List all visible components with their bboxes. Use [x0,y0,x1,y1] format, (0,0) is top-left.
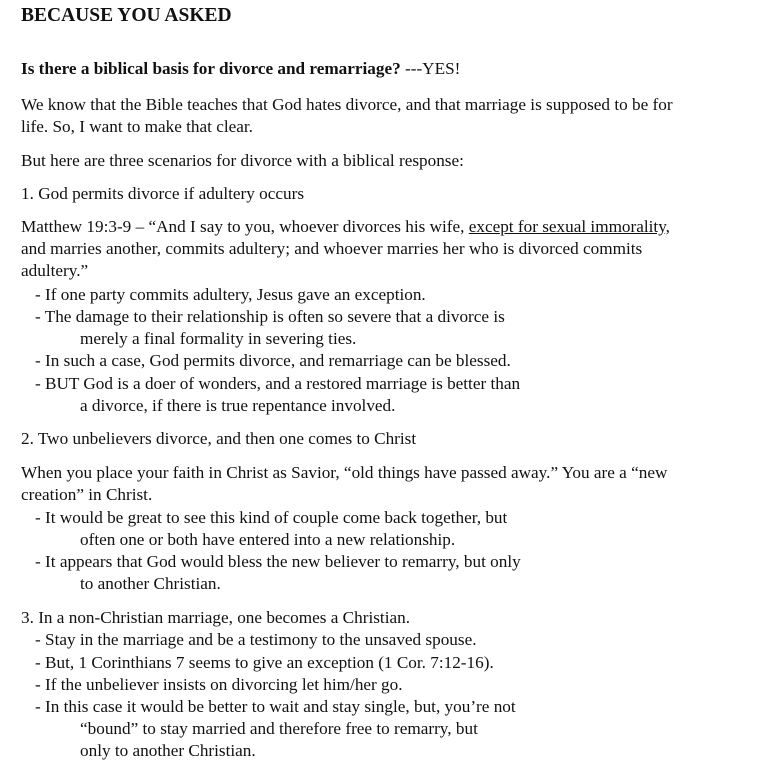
scenario-3-bullet-continuation: only to another Christian. [80,741,256,760]
scenario-2-bullet: - It appears that God would bless the new believer to remarry, but only [35,552,521,571]
verse-text: Matthew 19:3-9 – “And I say to you, whoever divorces his wife, [21,217,469,236]
scenario-3-bullet: - If the unbeliever insists on divorcing let him/her go. [35,675,403,694]
question-heading [21,58,460,80]
scenario-1-bullet: - If one party commits adultery, Jesus gave an exception. [35,285,426,304]
page-title: BECAUSE YOU ASKED [21,5,232,26]
scenario-3-bullet: - But, 1 Corinthians 7 seems to give an exception (1 Cor. 7:12-16). [35,653,494,672]
scenario-1-bullet: - BUT God is a doer of wonders, and a restored marriage is better than [35,374,521,393]
scenario-2-para-line-1: When you place your faith in Christ as Savior, “old things have passed away.” You are a “new [21,463,668,482]
scenario-3-bullet: - Stay in the marriage and be a testimony to the unsaved spouse. [35,630,477,649]
scenario-1-bullet: - The damage to their relationship is often so severe that a divorce is [35,307,505,326]
scenario-1-verse-line-3: adultery.” [21,261,89,280]
scenario-1-verse-line-2: and marries another, commits adultery; and whoever marries her who is divorced commits [21,239,643,258]
scenario-1-bullet: - In such a case, God permits divorce, and remarriage can be blessed. [35,351,511,370]
scenario-3-bullet-continuation: “bound” to stay married and therefore free to remarry, but [80,719,478,738]
lead-line: But here are three scenarios for divorce with a biblical response: [21,151,464,170]
intro-line-1: We know that the Bible teaches that God hates divorce, and that marriage is supposed to be for [21,95,673,114]
scenario-1-heading: 1. God permits divorce if adultery occurs [21,184,305,203]
scenario-2-heading: 2. Two unbelievers divorce, and then one comes to Christ [21,429,417,448]
scenario-3-bullet: - In this case it would be better to wait and stay single, but, you’re not [35,697,516,716]
scenario-2-bullet: - It would be great to see this kind of couple come back together, but [35,508,508,527]
scenario-1-verse-line-1 [21,216,670,238]
scenario-2-bullet-continuation: often one or both have entered into a new relationship. [80,530,456,549]
scenario-3-heading: 3. In a non-Christian marriage, one becomes a Christian. [21,608,410,627]
scenario-1-bullet-continuation: merely a final formality in severing ties. [80,329,357,348]
question-answer: ---YES! [400,59,461,78]
question-text: Is there a biblical basis for divorce and remarriage? [21,59,401,78]
scenario-1-bullet-continuation: a divorce, if there is true repentance involved. [80,396,396,415]
scenario-2-para-line-2: creation” in Christ. [21,485,153,504]
scenario-2-bullet-continuation: to another Christian. [80,574,221,593]
intro-line-2: life. So, I want to make that clear. [21,117,253,136]
verse-underlined-text: except for sexual immorality, [468,217,670,236]
